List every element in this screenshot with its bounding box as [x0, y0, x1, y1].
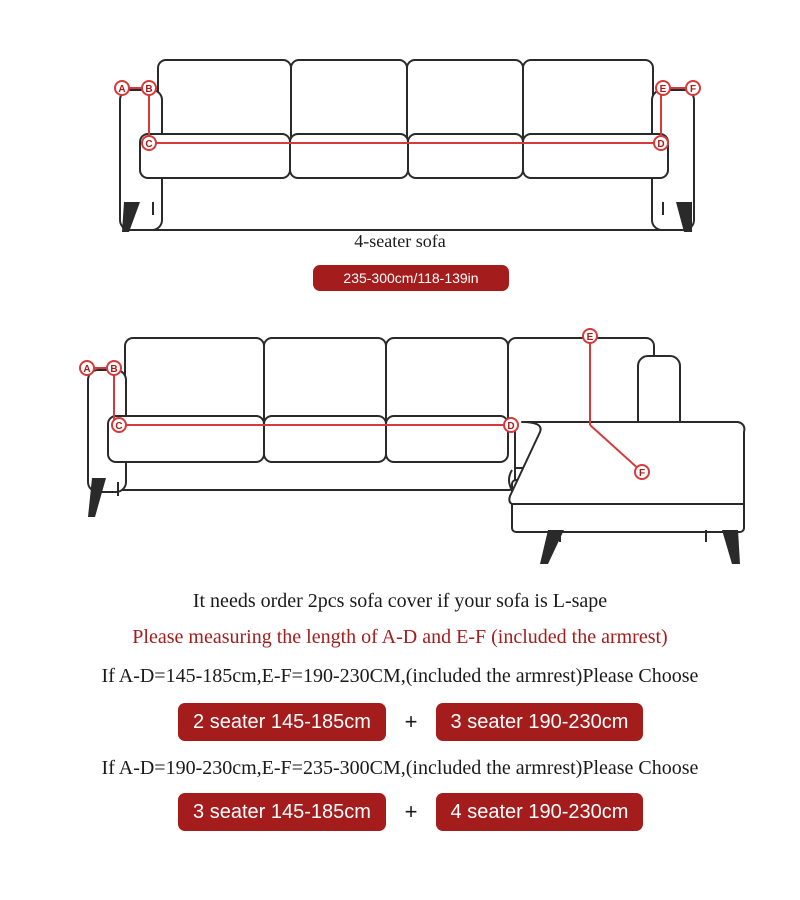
marker-f: [635, 465, 649, 479]
seat-cushion: [523, 134, 668, 178]
option1-right-badge: 3 seater 190-230cm: [436, 703, 643, 741]
marker-e: [656, 81, 670, 95]
sofa-leg: [722, 530, 740, 564]
svg-text:D: D: [657, 139, 665, 150]
option1-plus: +: [404, 709, 418, 734]
marker-a: [80, 361, 94, 375]
seat-cushion: [386, 416, 508, 462]
marker-e: [583, 329, 597, 343]
option1-left-badge: 2 seater 145-185cm: [178, 703, 386, 741]
l-shape-sofa-diagram: [0, 310, 800, 580]
marker-f: [686, 81, 700, 95]
svg-text:E: E: [659, 84, 667, 95]
svg-text:F: F: [689, 84, 697, 95]
marker-d: [504, 418, 518, 432]
option2-left-badge: 3 seater 145-185cm: [178, 793, 386, 831]
seat-cushion: [140, 134, 290, 178]
four-seater-title: 4-seater sofa: [354, 231, 446, 251]
svg-text:C: C: [145, 139, 153, 150]
seat-cushion: [264, 416, 386, 462]
seat-cushion: [290, 134, 408, 178]
marker-d: [654, 136, 668, 150]
svg-text:A: A: [83, 364, 91, 375]
seat-cushion: [108, 416, 264, 462]
svg-text:C: C: [115, 421, 123, 432]
marker-a: [115, 81, 129, 95]
svg-text:B: B: [145, 84, 153, 95]
option2-plus: +: [404, 799, 418, 824]
option2-text: If A-D=190-230cm,E-F=235-300CM,(included the armrest)Please Choose: [101, 757, 699, 779]
svg-text:A: A: [118, 84, 126, 95]
marker-b: [107, 361, 121, 375]
marker-c: [142, 136, 156, 150]
seat-cushion: [408, 134, 523, 178]
option2-right-badge: 4 seater 190-230cm: [436, 793, 643, 831]
marker-b: [142, 81, 156, 95]
four-seater-size-badge: 235-300cm/118-139in: [313, 265, 509, 291]
option1-text: If A-D=145-185cm,E-F=190-230CM,(included the armrest)Please Choose: [101, 665, 699, 687]
order-note: It needs order 2pcs sofa cover if your sofa is L-sape: [192, 590, 608, 612]
svg-text:D: D: [507, 421, 515, 432]
marker-c: [112, 418, 126, 432]
measure-note: Please measuring the length of A-D and E-F (included the armrest): [132, 626, 668, 648]
svg-text:E: E: [586, 332, 594, 343]
chaise-cushion: [509, 422, 744, 504]
svg-text:F: F: [638, 468, 646, 479]
svg-text:B: B: [110, 364, 118, 375]
